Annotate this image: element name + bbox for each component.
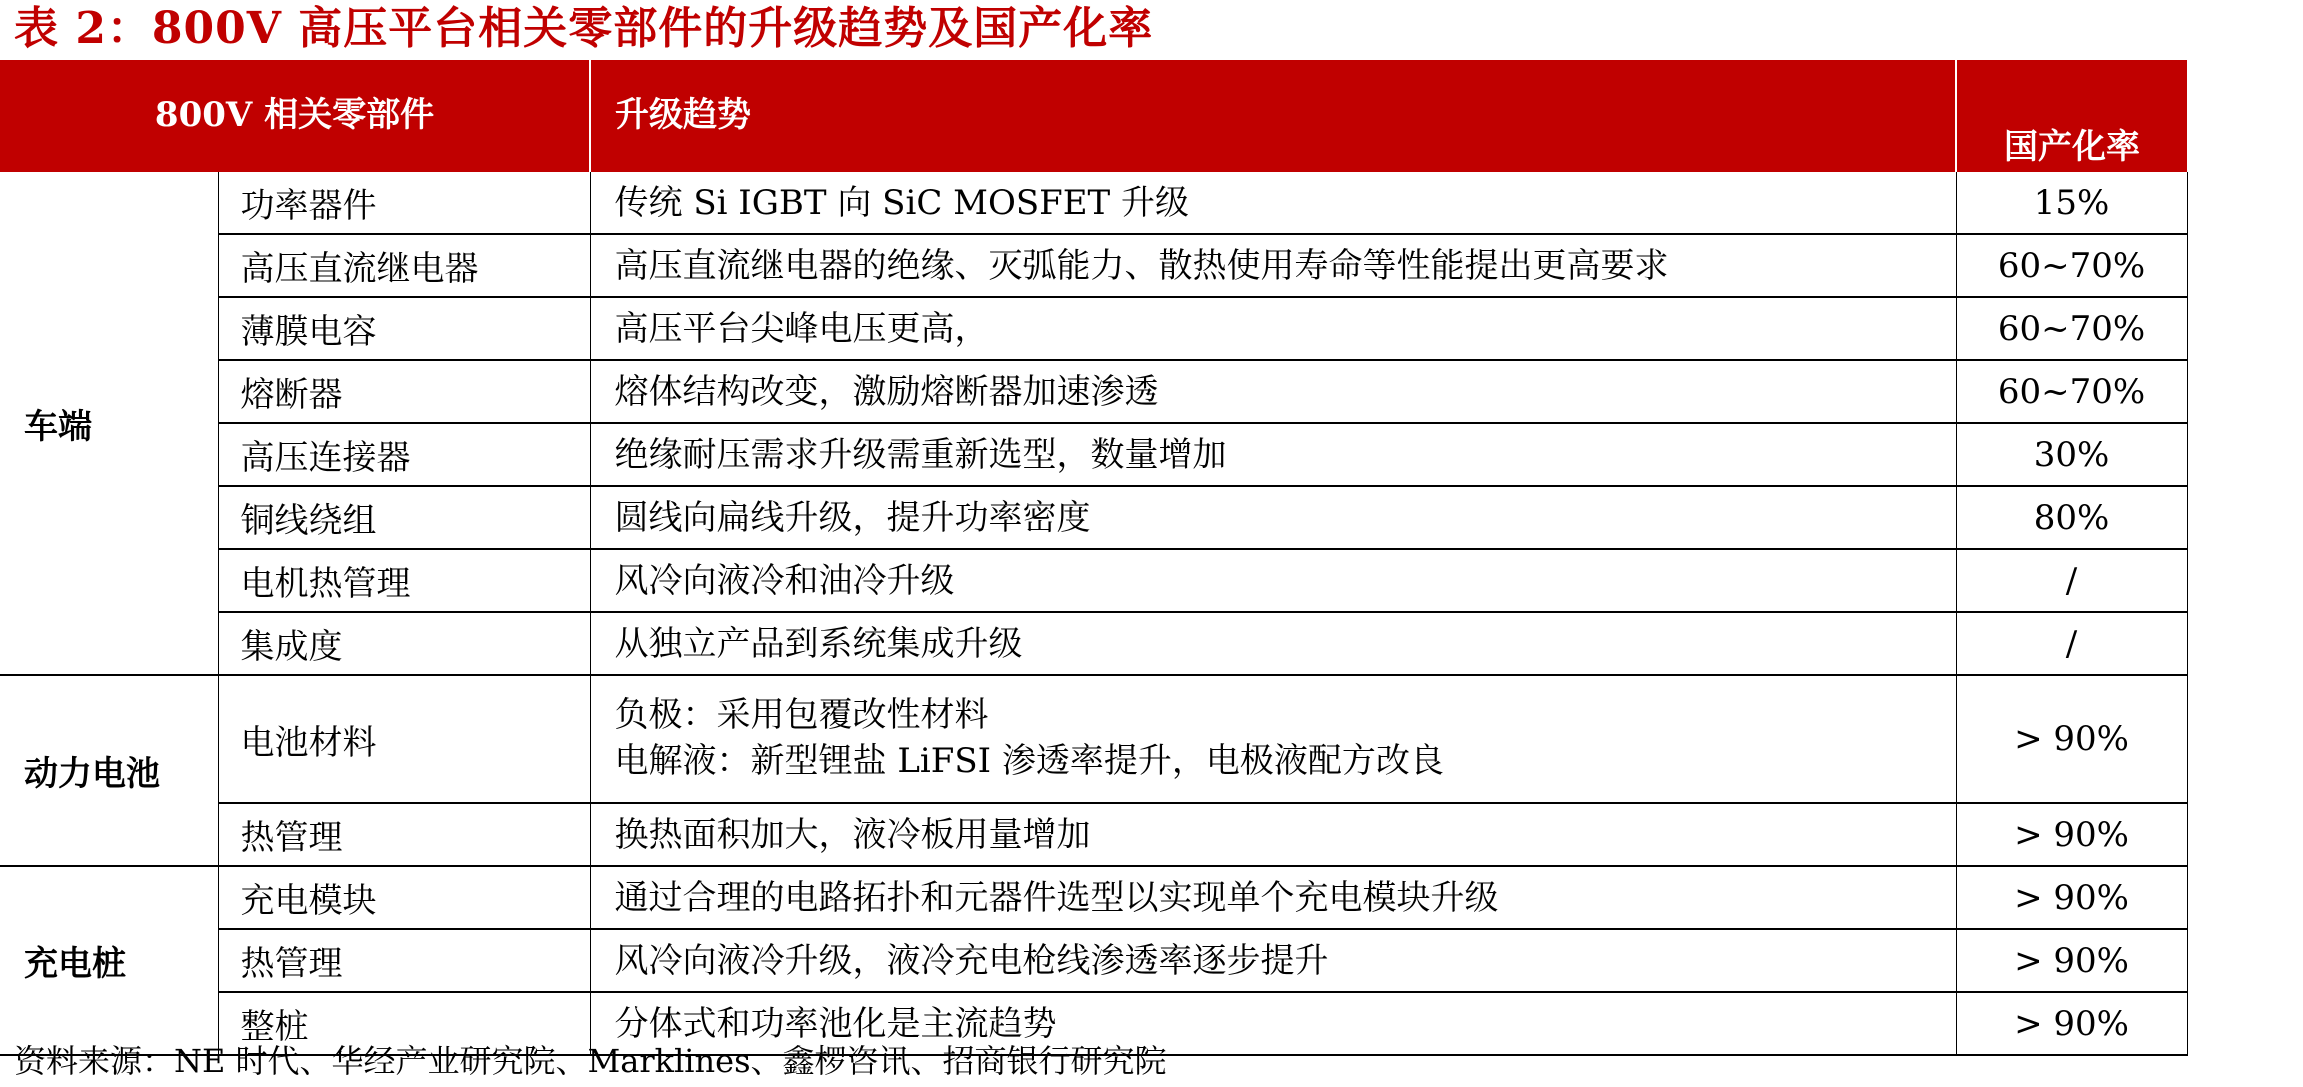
table-row xyxy=(0,172,2187,234)
rate-cell: > 90% xyxy=(1956,866,2187,929)
rate-cell: > 90% xyxy=(1956,929,2187,992)
part-cell: 薄膜电容 xyxy=(218,297,590,360)
group-label-battery: 动力电池 xyxy=(0,675,218,866)
table-container xyxy=(0,60,2187,1056)
rate-cell: 60~70% xyxy=(1956,360,2187,423)
table-row xyxy=(0,929,2187,992)
part-cell: 热管理 xyxy=(218,803,590,866)
rate-cell: / xyxy=(1956,612,2187,675)
header-trend: 升级趋势 xyxy=(590,60,1956,172)
part-cell: 整桩 xyxy=(218,992,590,1055)
trend-line: 负极：采用包覆改性材料 xyxy=(614,695,989,735)
table-row xyxy=(0,803,2187,866)
table-row xyxy=(0,612,2187,675)
group-label-charging: 充电桩 xyxy=(0,866,218,1055)
rate-cell: > 90% xyxy=(1956,803,2187,866)
trend-cell: 风冷向液冷和油冷升级 xyxy=(590,549,1956,612)
part-cell: 高压直流继电器 xyxy=(218,234,590,297)
trend-line: 电解液：新型锂盐 LiFSI 渗透率提升，电极液配方改良 xyxy=(614,741,1444,781)
table-row xyxy=(0,360,2187,423)
rate-cell: 60~70% xyxy=(1956,234,2187,297)
table-row xyxy=(0,297,2187,360)
source-note: 资料来源：NE 时代、华经产业研究院、Marklines、鑫椤咨讯、招商银行研究院 xyxy=(14,1042,1167,1080)
part-cell: 铜线绕组 xyxy=(218,486,590,549)
table-row xyxy=(0,486,2187,549)
rate-cell: > 90% xyxy=(1956,675,2187,803)
rate-cell: 60~70% xyxy=(1956,297,2187,360)
part-cell: 电机热管理 xyxy=(218,549,590,612)
part-cell: 高压连接器 xyxy=(218,423,590,486)
group-label-vehicle: 车端 xyxy=(0,172,218,675)
table-header xyxy=(0,60,2187,172)
rate-cell: > 90% xyxy=(1956,992,2187,1055)
trend-cell: 通过合理的电路拓扑和元器件选型以实现单个充电模块升级 xyxy=(590,866,1956,929)
table-row xyxy=(0,234,2187,297)
trend-cell: 传统 Si IGBT 向 SiC MOSFET 升级 xyxy=(590,172,1956,234)
part-cell: 热管理 xyxy=(218,929,590,992)
table-title: 表 2：800V 高压平台相关零部件的升级趋势及国产化率 xyxy=(14,3,1154,54)
trend-cell: 圆线向扁线升级，提升功率密度 xyxy=(590,486,1956,549)
header-part: 800V 相关零部件 xyxy=(0,60,590,172)
part-cell: 集成度 xyxy=(218,612,590,675)
part-cell: 熔断器 xyxy=(218,360,590,423)
table-row xyxy=(0,423,2187,486)
rate-cell: / xyxy=(1956,549,2187,612)
table-body xyxy=(0,172,2187,1055)
table-row xyxy=(0,866,2187,929)
trend-cell-multiline xyxy=(590,675,1956,803)
trend-cell: 高压直流继电器的绝缘、灭弧能力、散热使用寿命等性能提出更高要求 xyxy=(590,234,1956,297)
part-cell: 功率器件 xyxy=(218,172,590,234)
header-rate: 国产化率 xyxy=(1956,60,2187,172)
header-row xyxy=(0,60,2187,172)
trend-cell: 绝缘耐压需求升级需重新选型，数量增加 xyxy=(590,423,1956,486)
rate-cell: 80% xyxy=(1956,486,2187,549)
part-cell: 电池材料 xyxy=(218,675,590,803)
table-row xyxy=(0,675,2187,803)
data-table xyxy=(0,60,2188,1056)
table-row xyxy=(0,549,2187,612)
trend-cell: 分体式和功率池化是主流趋势 xyxy=(590,992,1956,1055)
rate-cell: 15% xyxy=(1956,172,2187,234)
trend-cell: 高压平台尖峰电压更高， xyxy=(590,297,1956,360)
trend-cell: 从独立产品到系统集成升级 xyxy=(590,612,1956,675)
part-cell: 充电模块 xyxy=(218,866,590,929)
trend-cell: 熔体结构改变，激励熔断器加速渗透 xyxy=(590,360,1956,423)
trend-cell: 风冷向液冷升级，液冷充电枪线渗透率逐步提升 xyxy=(590,929,1956,992)
rate-cell: 30% xyxy=(1956,423,2187,486)
trend-cell: 换热面积加大，液冷板用量增加 xyxy=(590,803,1956,866)
